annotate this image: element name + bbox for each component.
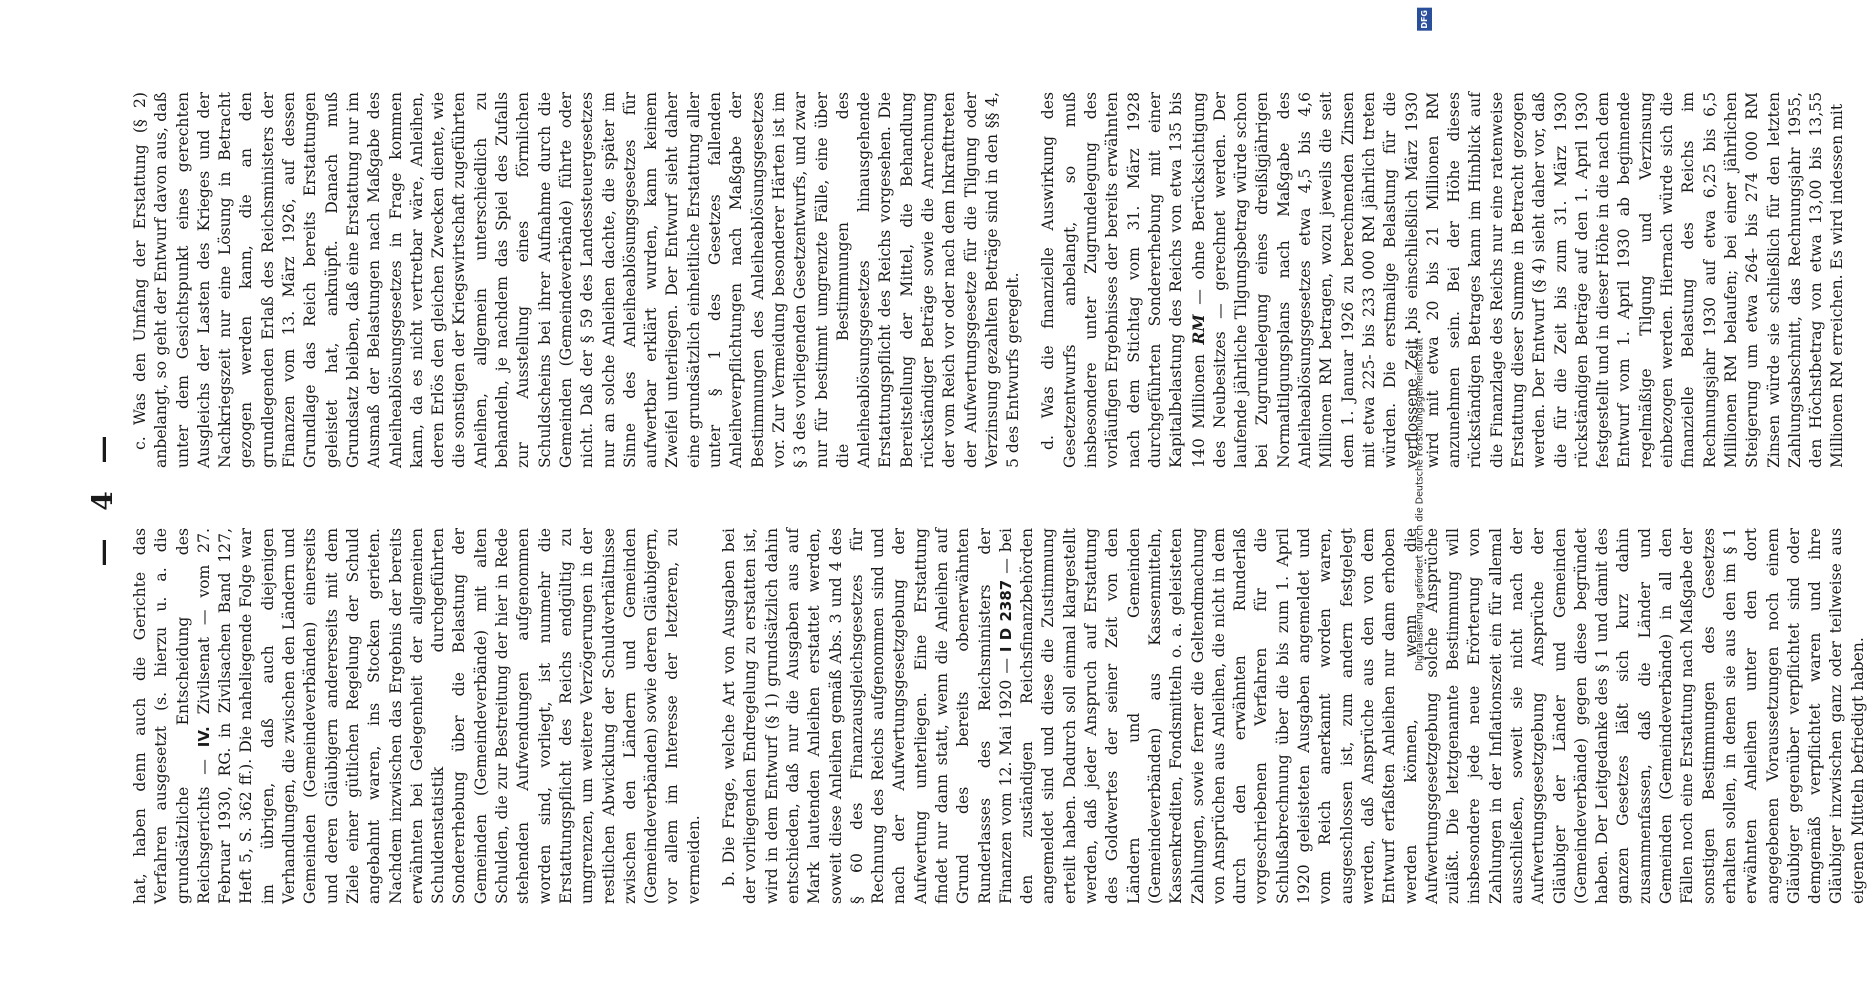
digitization-note [1410,10,1430,990]
paragraph-b [719,528,1869,904]
left-text-column [130,527,1867,904]
paragraph-d [1038,92,1848,468]
right-text-column [130,92,1847,468]
paragraph-text: Zivilsenat — vom 27. Februar 1930, RG. in Zivilsachen Band 127, Heft 5, S. 362 ff.). Die naheliegende Folge war im übrigen, daß auch diejenigen Verhandlungen, die zwischen den Ländern und Gemeinden (Gemeindeverbänden) einerseits und deren Gläubigern andererseits mit dem Ziele einer gütlichen Regelung der Schuld angebahnt waren, ins Stocken gerieten. Nachdem inzwischen das Ergebnis der bereits erwähnten bei Gelegenheit der allgemeinen Schuldenstatistik durchgeführten Sondererhebung über die Belastung der Gemeinden (Gemeindeverbände) mit alten Schulden, die zur Bestreitung der hier in Rede stehenden Aufwendungen aufgenommen worden sind, vorliegt, ist nunmehr die Erstattungspflicht des Reichs endgültig zu umgrenzen, um weitere Verzögerungen in der restlichen Abwicklung der Schuldverhältnisse zwischen den Ländern und Gemeinden (Gemeindeverbänden) sowie deren Gläubigern, vor allem im Interesse der letzteren, zu vermeiden. [194,528,703,904]
decree-number: I D 2387 [996,579,1015,653]
digitization-note-text: Digitalisierung gefördert durch die Deutsche Forschungsgemeinschaft • [1414,329,1426,671]
currency-symbol: RM [1188,314,1208,345]
paragraph-text: b. Die Frage, welche Art von Ausgaben bei der vorliegenden Endregelung zu erstatten ist, wird in dem Entwurf (§ 1) grundsätzlich dahin entschieden, daß nur die Ausgaben aus auf Mark lautenden Anleihen erstattet werden, soweit diese Anleihen gemäß Abs. 3 und 4 des § 60 des Finanzausgleichsgesetzes für Rechnung des Reichs aufgenommen sind und nach der Aufwertungsgesetzgebung der Aufwertung unterliegen. Eine Erstattung findet nur dann statt, wenn die Anleihen auf Grund des bereits obenerwähnten Runderlasses des Reichsministers der Finanzen vom 12. Mai 1920 — [720,528,1015,904]
dfg-logo: DFG [1417,8,1432,31]
left-paragraph-continuation [130,528,705,904]
header-dash-right: — [86,433,119,464]
paragraph-text: d. Was die finanzielle Auswirkung des Gesetzentwurfs anbelangt, so muß insbesondere unter Zugrundelegung des vorläufigen Ergebnisses der bereits erwähnten nach dem Stichtag vom 31. März 1928 durchgeführten Sondererhebung mit einer Kapitalbelastung des Reichs von etwa 135 bis 140 Millionen [1039,92,1208,468]
header-dash-left: — [86,536,119,567]
paragraph-text: — bei den zuständigen Reichsfinanzbehörden angemeldet sind und diese die Zustimmung erteilt haben. Dadurch soll einmal klargestellt werden, daß jeder Anspruch auf Erstattung des Goldwertes der seiner Zeit von den Ländern und Gemeinden (Gemeindeverbänden) aus Kassenmitteln, Kassenkrediten, Fondsmitteln o. a. geleisteten Zahlungen, sowie ferner die Geltendmachung von Ansprüchen aus Anleihen, die nicht in dem durch den erwähnten Runderlaß vorgeschriebenen Verfahren für die Schlußabrechnung über die bis zum 1. April 1920 geleisteten Ausgaben angemeldet und vom Reich anerkannt worden waren, ausgeschlossen ist, zum andern festgelegt werden, daß Ansprüche aus den von dem Entwurf erfaßten Anleihen nur dann erhoben werden können, wenn die Aufwertungsgesetzgebung solche Ansprüche zuläßt. Die letztgenannte Bestimmung will insbesondere jede neue Erörterung von Zahlungen in der Inflationszeit ein für allemal ausschließen, soweit sie nicht nach der Aufwertungsgesetzgebung Ansprüche der Gläubiger der Länder und Gemeinden (Gemeindeverbände) gegen diese begründet haben. Der Leitgedanke des § 1 und damit des ganzen Gesetzes läßt sich kurz dahin zusammenfassen, daß die Länder und Gemeinden (Gemeindeverbände) in all den Fällen noch eine Erstattung nach Maßgabe der sonstigen Bestimmungen des Gesetzes erhalten sollen, in denen sie aus den im § 1 erwähnten Anleihen unter den dort angegebenen Voraussetzungen noch einem Gläubiger gegenüber verpflichtet sind oder demgemäß verpflichtet waren und ihre Gläubiger inzwischen ganz oder teilweise aus eigenen Mitteln befriedigt haben. [996,527,1867,904]
paragraph-c: c. Was den Umfang der Erstattung (§ 2) anbelangt, so geht der Entwurf davon aus, daß unter dem Gesichtspunkt eines gerechten Ausgleichs der Lasten des Krieges und der Nachkriegszeit nur eine Lösung in Betracht gezogen werden kann, die an den grundlegenden Erlaß des Reichsministers der Finanzen vom 13. März 1926, auf dessen Grundlage das Reich bereits Erstattungen geleistet hat, anknüpft. Danach muß Grundsatz bleiben, daß eine Erstattung nur im Ausmaß der Belastungen nach Maßgabe des Anleiheablösungsgesetzes in Frage kommen kann, da es nicht vertretbar wäre, Anleihen, deren Erlös den gleichen Zwecken diente, wie die sonstigen der Kriegswirtschaft zugeführten Anleihen, allgemein unterschiedlich zu behandeln, je nachdem das Spiel des Zufalls zur Ausstellung eines förmlichen Schuldscheins bei ihrer Aufnahme durch die Gemeinden (Gemeindeverbände) führte oder nicht. Daß der § 59 des Landessteuergesetzes nur an solche Anleihen dachte, die später im Sinne des Anleiheablösungsgesetzes für aufwertbar erklärt wurden, kann keinem Zweifel unterliegen. Der Entwurf sieht daher eine grundsätzlich einheitliche Erstattung aller unter § 1 des Gesetzes fallenden Anleiheverpflichtungen nach Maßgabe der Bestimmungen des Anleiheablösungsgesetzes vor. Zur Vermeidung besonderer Härten ist im § 3 des vorliegenden Gesetzentwurfs, und zwar nur für bestimmt umgrenzte Fälle, eine über die Bestimmungen des Anleiheablösungsgesetzes hinausgehende Erstattungspflicht des Reichs vorgesehen. Die Bereitstellung der Mittel, die Behandlung rückständiger Beträge sowie die Anrechnung der vom Reich vor oder nach dem Inkrafttreten der Aufwertungsgesetze für die Tilgung oder Verzinsung gezahlten Beträge sind in den §§ 4, 5 des Entwurfs geregelt. [131,92,1023,468]
paragraph-text: — ohne Berücksichtigung des Neubesitzes — gerechnet werden. Der laufende jährliche Tilgungsbetrag würde schon bei Zugrundelegung eines dreißigjährigen Normaltilgungsplans nach Maßgabe des Anleiheablösungsgesetzes etwa 4,5 bis 4,6 Millionen RM betragen, wozu jeweils die seit dem 1. Januar 1926 zu berechnenden Zinsen mit etwa 225- bis 233 000 RM jährlich treten würden. Die erstmalige Belastung für die verflossene Zeit bis einschließlich März 1930 wird mit etwa 20 bis 21 Millionen RM anzunehmen sein. Bei der Höhe dieses rückständigen Betrages kann im Hinblick auf die Finanzlage des Reichs nur eine ratenweise Erstattung dieser Summe in Betracht gezogen werden. Der Entwurf (§ 4) sieht daher vor, daß die für die Zeit bis zum 31. März 1930 rückständigen Beträge auf den 1. April 1930 festgestellt und in dieser Höhe in die nach dem Entwurf vom 1. April 1930 ab beginnende regelmäßige Tilgung und Verzinsung einbezogen werden. Hiernach würde sich die finanzielle Belastung des Reichs im Rechnungsjahr 1930 auf etwa 6,25 bis 6,5 Millionen RM belaufen; bei einer jährlichen Steigerung um etwa 264- bis 274 000 RM Zinsen würde sie schließlich für den letzten Zahlungsabschnitt, das Rechnungsjahr 1955, den Höchstbetrag von etwa 13,00 bis 13,55 Millionen RM erreichen. Es wird indessen mit [1189,92,1847,468]
page-number: 4 [86,489,119,511]
senate-number: IV. [194,726,213,748]
page-header [86,0,119,1000]
paragraph-text: hat, haben denn auch die Gerichte das Verfahren ausgesetzt (s. hierzu u. a. die grundsätzliche Entscheidung des Reichsgerichts — [131,528,213,904]
